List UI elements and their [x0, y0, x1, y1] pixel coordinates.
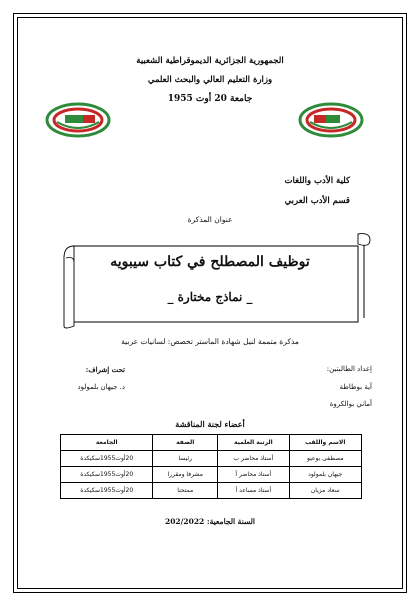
student-name-1: آية بوطاطة [339, 383, 372, 391]
member-university: 20أوت1955سكيكدة [61, 451, 153, 467]
column-header: الجامعة [61, 435, 153, 451]
student-name-2: أماني بوالكروة [329, 400, 372, 408]
students-heading: إعداد الطالبتين: [326, 365, 372, 373]
table-row [61, 483, 362, 499]
college-name: كلية الأدب واللغات [284, 176, 350, 186]
column-header: الرتبة العلمية [218, 435, 289, 451]
member-name: مصطفى بوعيو [289, 451, 361, 467]
member-name: سعاد مزيان [289, 483, 361, 499]
department-name: قسم الأدب العربي [284, 196, 350, 206]
member-rank: أستاذ محاضر أ [218, 467, 289, 483]
column-header: الصفة [153, 435, 218, 451]
member-name: جيهان بلمولود [289, 467, 361, 483]
title-scroll-banner [62, 230, 372, 330]
jury-heading: أعضاء لجنة المناقشة [175, 419, 245, 429]
member-university: 20أوت1955سكيكدة [61, 483, 153, 499]
academic-year: السنة الجامعية: 202/2022 [164, 517, 256, 526]
member-university: 20أوت1955سكيكدة [61, 467, 153, 483]
table-row [61, 467, 362, 483]
university-name: جامعة 20 أوت 1955 [167, 94, 253, 104]
thesis-subtitle: _ نماذج مختارة _ [167, 290, 253, 304]
supervisor-heading: تحت إشراف: [85, 365, 125, 374]
degree-statement: مذكرة متممة لنيل شهادة الماستر تخصص: لسانيات عربية [121, 337, 299, 346]
table-row [61, 451, 362, 467]
republic-name: الجمهورية الجزائرية الديموقراطية الشعبية [136, 56, 284, 66]
thesis-title: توظيف المصطلح في كتاب سيبويه [110, 254, 310, 270]
university-logo-left [43, 100, 113, 140]
member-role: ممتحنا [153, 483, 218, 499]
jury-table-header [61, 435, 362, 451]
title-caption: عنوان المذكرة [187, 215, 233, 224]
member-role: رئيسا [153, 451, 218, 467]
ministry-name: وزارة التعليم العالي والبحث العلمي [147, 75, 273, 85]
column-header: الاسم واللقب [289, 435, 361, 451]
member-rank: أستاذ مساعد أ [218, 483, 289, 499]
member-role: مشرفا ومقررا [153, 467, 218, 483]
member-rank: أستاذ محاضر ب [218, 451, 289, 467]
supervisor-name: د. جيهان بلمولود [77, 383, 125, 391]
university-logo-right [296, 100, 366, 140]
jury-table [60, 434, 362, 499]
